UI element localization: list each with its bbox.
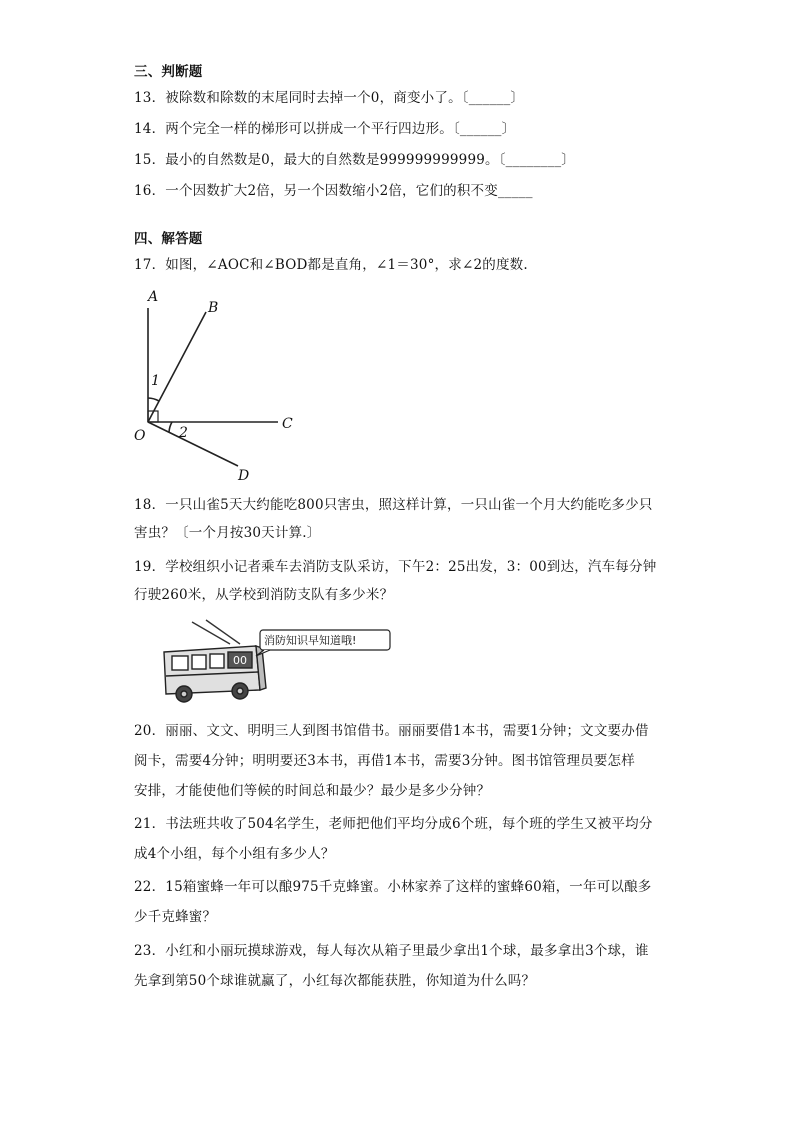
question-18-line-2: 害虫？〔一个月按30天计算.〕 — [134, 525, 321, 541]
question-23-line-2: 先拿到第50个球谁就赢了，小红每次都能获胜，你知道为什么吗？ — [134, 973, 536, 989]
question-16: 16．一个因数扩大2倍，另一个因数缩小2倍，它们的积不变_____ — [134, 183, 533, 199]
bus-illustration — [160, 618, 400, 708]
question-22-line-1: 22．15箱蜜蜂一年可以酿975千克蜂蜜。小林家养了这样的蜜蜂60箱，一年可以酿多 — [134, 879, 652, 895]
question-20-line-2: 阅卡，需要4分钟；明明要还3本书，再借1本书，需要3分钟。图书馆管理员要怎样 — [134, 753, 635, 769]
section-3-heading: 三、判断题 — [134, 64, 203, 80]
label-angle-1: 1 — [151, 373, 160, 389]
label-B: B — [208, 300, 219, 316]
label-A: A — [148, 289, 159, 305]
label-O: O — [134, 428, 146, 444]
angle-rays — [148, 308, 278, 466]
speech-bubble — [256, 630, 390, 656]
question-22-line-2: 少千克蜂蜜？ — [134, 909, 217, 925]
angle-1-arc — [148, 398, 159, 401]
question-20-line-1: 20．丽丽、文文、明明三人到图书馆借书。丽丽要借1本书，需要1分钟；文文要办借 — [134, 723, 649, 739]
ray-OB — [148, 312, 206, 422]
question-23-line-1: 23．小红和小丽玩摸球游戏，每人每次从箱子里最少拿出1个球，最多拿出3个球，谁 — [134, 943, 649, 959]
question-15: 15．最小的自然数是0，最大的自然数是999999999999。〔________〕 — [134, 152, 575, 168]
question-13: 13．被除数和除数的末尾同时去掉一个0，商变小了。〔______〕 — [134, 90, 525, 106]
label-D: D — [238, 468, 250, 484]
label-C: C — [282, 416, 293, 432]
ray-OD — [148, 422, 238, 466]
angle-diagram — [134, 286, 304, 486]
question-18-line-1: 18．一只山雀5天大约能吃800只害虫，照这样计算，一只山雀一个月大约能吃多少只 — [134, 497, 653, 513]
bus-number: 00 — [233, 654, 247, 667]
question-19-line-2: 行驶260米，从学校到消防支队有多少米？ — [134, 587, 394, 603]
question-21-line-1: 21．书法班共收了504名学生，老师把他们平均分成6个班，每个班的学生又被平均分 — [134, 816, 653, 832]
question-19-line-1: 19．学校组织小记者乘车去消防支队采访，下午2：25出发，3：00到达，汽车每分钟 — [134, 559, 657, 575]
question-21-line-2: 成4个小组，每个小组有多少人？ — [134, 846, 335, 862]
question-14: 14．两个完全一样的梯形可以拼成一个平行四边形。〔______〕 — [134, 121, 516, 137]
angle-2-arc — [169, 422, 172, 432]
label-angle-2: 2 — [179, 425, 188, 441]
section-4-heading: 四、解答题 — [134, 231, 203, 247]
speech-bubble-text: 消防知识早知道哦! — [264, 634, 357, 647]
question-17: 17．如图，∠AOC和∠BOD都是直角，∠1＝30°，求∠2的度数. — [134, 257, 528, 273]
question-20-line-3: 安排，才能使他们等候的时间总和最少？最少是多少分钟？ — [134, 783, 491, 799]
